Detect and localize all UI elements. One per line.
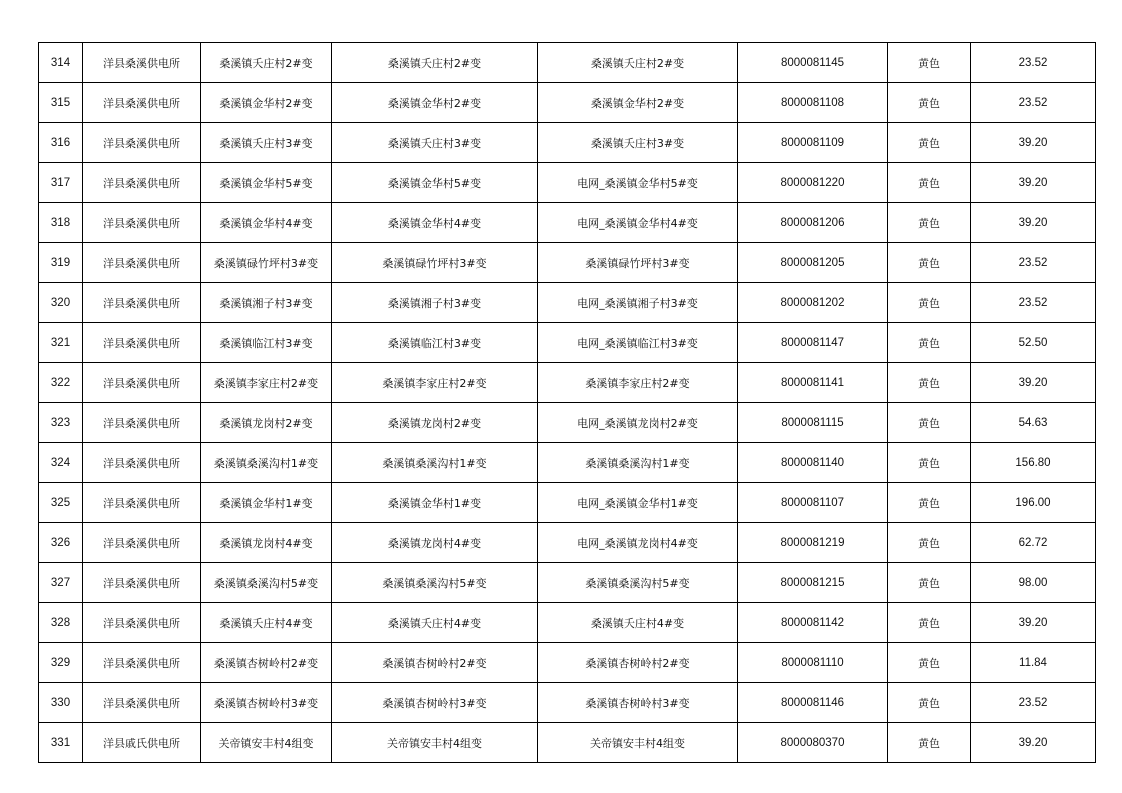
cell-transformer-name: 桑溪镇金华村4#变	[201, 203, 332, 243]
cell-grid-name: 桑溪镇夭庄村3#变	[538, 123, 738, 163]
cell-station-name: 桑溪镇金华村5#变	[332, 163, 538, 203]
table-row	[39, 563, 1096, 603]
cell-power-station: 洋县桑溪供电所	[83, 283, 201, 323]
cell-value: 196.00	[971, 483, 1096, 523]
cell-grid-name: 电网_桑溪镇龙岗村4#变	[538, 523, 738, 563]
cell-power-station: 洋县桑溪供电所	[83, 363, 201, 403]
cell-value: 23.52	[971, 243, 1096, 283]
cell-warning-level: 黄色	[888, 243, 971, 283]
table-row	[39, 283, 1096, 323]
table-row	[39, 603, 1096, 643]
cell-station-code: 8000081145	[738, 43, 888, 83]
cell-station-code: 8000081219	[738, 523, 888, 563]
cell-seq-number: 320	[39, 283, 83, 323]
cell-grid-name: 桑溪镇夭庄村4#变	[538, 603, 738, 643]
cell-transformer-name: 桑溪镇龙岗村2#变	[201, 403, 332, 443]
cell-station-name: 桑溪镇夭庄村2#变	[332, 43, 538, 83]
cell-power-station: 洋县桑溪供电所	[83, 243, 201, 283]
cell-warning-level: 黄色	[888, 603, 971, 643]
cell-station-name: 桑溪镇金华村2#变	[332, 83, 538, 123]
cell-station-name: 桑溪镇杏树岭村2#变	[332, 643, 538, 683]
table-row	[39, 443, 1096, 483]
cell-station-name: 关帝镇安丰村4组变	[332, 723, 538, 763]
cell-value: 98.00	[971, 563, 1096, 603]
cell-grid-name: 电网_桑溪镇临江村3#变	[538, 323, 738, 363]
cell-station-code: 8000081215	[738, 563, 888, 603]
table-row	[39, 243, 1096, 283]
cell-station-code: 8000081115	[738, 403, 888, 443]
cell-power-station: 洋县桑溪供电所	[83, 163, 201, 203]
cell-station-name: 桑溪镇金华村4#变	[332, 203, 538, 243]
table-row	[39, 83, 1096, 123]
table-row	[39, 483, 1096, 523]
cell-value: 39.20	[971, 603, 1096, 643]
cell-seq-number: 316	[39, 123, 83, 163]
cell-transformer-name: 桑溪镇杏树岭村3#变	[201, 683, 332, 723]
cell-warning-level: 黄色	[888, 723, 971, 763]
cell-warning-level: 黄色	[888, 83, 971, 123]
cell-value: 23.52	[971, 283, 1096, 323]
cell-transformer-name: 桑溪镇龙岗村4#变	[201, 523, 332, 563]
cell-station-code: 8000081206	[738, 203, 888, 243]
cell-seq-number: 327	[39, 563, 83, 603]
cell-grid-name: 电网_桑溪镇金华村5#变	[538, 163, 738, 203]
cell-seq-number: 319	[39, 243, 83, 283]
cell-grid-name: 电网_桑溪镇金华村1#变	[538, 483, 738, 523]
cell-power-station: 洋县桑溪供电所	[83, 443, 201, 483]
table-row	[39, 123, 1096, 163]
cell-station-name: 桑溪镇临江村3#变	[332, 323, 538, 363]
cell-transformer-name: 桑溪镇金华村1#变	[201, 483, 332, 523]
cell-station-code: 8000081110	[738, 643, 888, 683]
cell-transformer-name: 桑溪镇李家庄村2#变	[201, 363, 332, 403]
cell-power-station: 洋县桑溪供电所	[83, 323, 201, 363]
cell-power-station: 洋县桑溪供电所	[83, 523, 201, 563]
cell-station-code: 8000081146	[738, 683, 888, 723]
cell-station-name: 桑溪镇龙岗村4#变	[332, 523, 538, 563]
cell-power-station: 洋县桑溪供电所	[83, 403, 201, 443]
cell-station-name: 桑溪镇桑溪沟村5#变	[332, 563, 538, 603]
cell-value: 39.20	[971, 163, 1096, 203]
cell-power-station: 洋县桑溪供电所	[83, 603, 201, 643]
cell-transformer-name: 桑溪镇临江村3#变	[201, 323, 332, 363]
cell-grid-name: 桑溪镇杏树岭村3#变	[538, 683, 738, 723]
cell-value: 54.63	[971, 403, 1096, 443]
cell-grid-name: 桑溪镇碌竹坪村3#变	[538, 243, 738, 283]
cell-station-name: 桑溪镇夭庄村3#变	[332, 123, 538, 163]
cell-grid-name: 桑溪镇李家庄村2#变	[538, 363, 738, 403]
cell-warning-level: 黄色	[888, 483, 971, 523]
cell-warning-level: 黄色	[888, 643, 971, 683]
cell-station-code: 8000081202	[738, 283, 888, 323]
cell-grid-name: 电网_桑溪镇金华村4#变	[538, 203, 738, 243]
cell-seq-number: 322	[39, 363, 83, 403]
table-row	[39, 323, 1096, 363]
table-row	[39, 723, 1096, 763]
cell-transformer-name: 关帝镇安丰村4组变	[201, 723, 332, 763]
cell-station-name: 桑溪镇李家庄村2#变	[332, 363, 538, 403]
cell-value: 52.50	[971, 323, 1096, 363]
cell-seq-number: 314	[39, 43, 83, 83]
cell-grid-name: 电网_桑溪镇龙岗村2#变	[538, 403, 738, 443]
cell-value: 11.84	[971, 643, 1096, 683]
cell-warning-level: 黄色	[888, 123, 971, 163]
cell-station-name: 桑溪镇湘子村3#变	[332, 283, 538, 323]
cell-warning-level: 黄色	[888, 563, 971, 603]
table-row	[39, 683, 1096, 723]
cell-transformer-name: 桑溪镇杏树岭村2#变	[201, 643, 332, 683]
cell-seq-number: 325	[39, 483, 83, 523]
cell-warning-level: 黄色	[888, 363, 971, 403]
cell-seq-number: 328	[39, 603, 83, 643]
table-row	[39, 163, 1096, 203]
cell-value: 23.52	[971, 43, 1096, 83]
cell-transformer-name: 桑溪镇夭庄村3#变	[201, 123, 332, 163]
cell-station-name: 桑溪镇碌竹坪村3#变	[332, 243, 538, 283]
cell-grid-name: 桑溪镇金华村2#变	[538, 83, 738, 123]
cell-transformer-name: 桑溪镇夭庄村4#变	[201, 603, 332, 643]
table-row	[39, 43, 1096, 83]
cell-station-code: 8000081205	[738, 243, 888, 283]
cell-power-station: 洋县桑溪供电所	[83, 203, 201, 243]
cell-station-code: 8000081142	[738, 603, 888, 643]
cell-transformer-name: 桑溪镇夭庄村2#变	[201, 43, 332, 83]
table-body	[39, 43, 1096, 763]
table-row	[39, 363, 1096, 403]
cell-power-station: 洋县戚氏供电所	[83, 723, 201, 763]
table-row	[39, 403, 1096, 443]
cell-station-code: 8000080370	[738, 723, 888, 763]
cell-station-code: 8000081147	[738, 323, 888, 363]
cell-station-name: 桑溪镇夭庄村4#变	[332, 603, 538, 643]
cell-station-code: 8000081109	[738, 123, 888, 163]
cell-transformer-name: 桑溪镇碌竹坪村3#变	[201, 243, 332, 283]
cell-station-code: 8000081107	[738, 483, 888, 523]
cell-value: 39.20	[971, 203, 1096, 243]
cell-seq-number: 321	[39, 323, 83, 363]
cell-station-code: 8000081140	[738, 443, 888, 483]
cell-transformer-name: 桑溪镇金华村2#变	[201, 83, 332, 123]
cell-warning-level: 黄色	[888, 283, 971, 323]
cell-seq-number: 329	[39, 643, 83, 683]
cell-warning-level: 黄色	[888, 523, 971, 563]
cell-warning-level: 黄色	[888, 443, 971, 483]
cell-grid-name: 电网_桑溪镇湘子村3#变	[538, 283, 738, 323]
cell-seq-number: 317	[39, 163, 83, 203]
cell-warning-level: 黄色	[888, 43, 971, 83]
cell-value: 62.72	[971, 523, 1096, 563]
cell-seq-number: 324	[39, 443, 83, 483]
cell-seq-number: 326	[39, 523, 83, 563]
cell-station-code: 8000081141	[738, 363, 888, 403]
cell-grid-name: 关帝镇安丰村4组变	[538, 723, 738, 763]
cell-warning-level: 黄色	[888, 203, 971, 243]
cell-value: 23.52	[971, 683, 1096, 723]
cell-grid-name: 桑溪镇夭庄村2#变	[538, 43, 738, 83]
cell-power-station: 洋县桑溪供电所	[83, 83, 201, 123]
cell-power-station: 洋县桑溪供电所	[83, 563, 201, 603]
cell-seq-number: 315	[39, 83, 83, 123]
cell-seq-number: 330	[39, 683, 83, 723]
cell-station-name: 桑溪镇龙岗村2#变	[332, 403, 538, 443]
cell-transformer-name: 桑溪镇桑溪沟村1#变	[201, 443, 332, 483]
cell-seq-number: 331	[39, 723, 83, 763]
cell-value: 156.80	[971, 443, 1096, 483]
cell-value: 39.20	[971, 363, 1096, 403]
cell-warning-level: 黄色	[888, 683, 971, 723]
cell-power-station: 洋县桑溪供电所	[83, 123, 201, 163]
cell-warning-level: 黄色	[888, 403, 971, 443]
cell-transformer-name: 桑溪镇桑溪沟村5#变	[201, 563, 332, 603]
cell-station-name: 桑溪镇桑溪沟村1#变	[332, 443, 538, 483]
cell-grid-name: 桑溪镇杏树岭村2#变	[538, 643, 738, 683]
table-row	[39, 203, 1096, 243]
cell-power-station: 洋县桑溪供电所	[83, 43, 201, 83]
table-row	[39, 643, 1096, 683]
cell-seq-number: 323	[39, 403, 83, 443]
cell-transformer-name: 桑溪镇湘子村3#变	[201, 283, 332, 323]
table-row	[39, 523, 1096, 563]
cell-value: 39.20	[971, 123, 1096, 163]
cell-grid-name: 桑溪镇桑溪沟村1#变	[538, 443, 738, 483]
cell-warning-level: 黄色	[888, 163, 971, 203]
cell-station-name: 桑溪镇金华村1#变	[332, 483, 538, 523]
cell-power-station: 洋县桑溪供电所	[83, 483, 201, 523]
cell-seq-number: 318	[39, 203, 83, 243]
cell-grid-name: 桑溪镇桑溪沟村5#变	[538, 563, 738, 603]
cell-value: 39.20	[971, 723, 1096, 763]
cell-power-station: 洋县桑溪供电所	[83, 683, 201, 723]
cell-station-name: 桑溪镇杏树岭村3#变	[332, 683, 538, 723]
cell-value: 23.52	[971, 83, 1096, 123]
cell-station-code: 8000081108	[738, 83, 888, 123]
cell-power-station: 洋县桑溪供电所	[83, 643, 201, 683]
cell-station-code: 8000081220	[738, 163, 888, 203]
transformer-table	[38, 42, 1096, 763]
cell-warning-level: 黄色	[888, 323, 971, 363]
cell-transformer-name: 桑溪镇金华村5#变	[201, 163, 332, 203]
